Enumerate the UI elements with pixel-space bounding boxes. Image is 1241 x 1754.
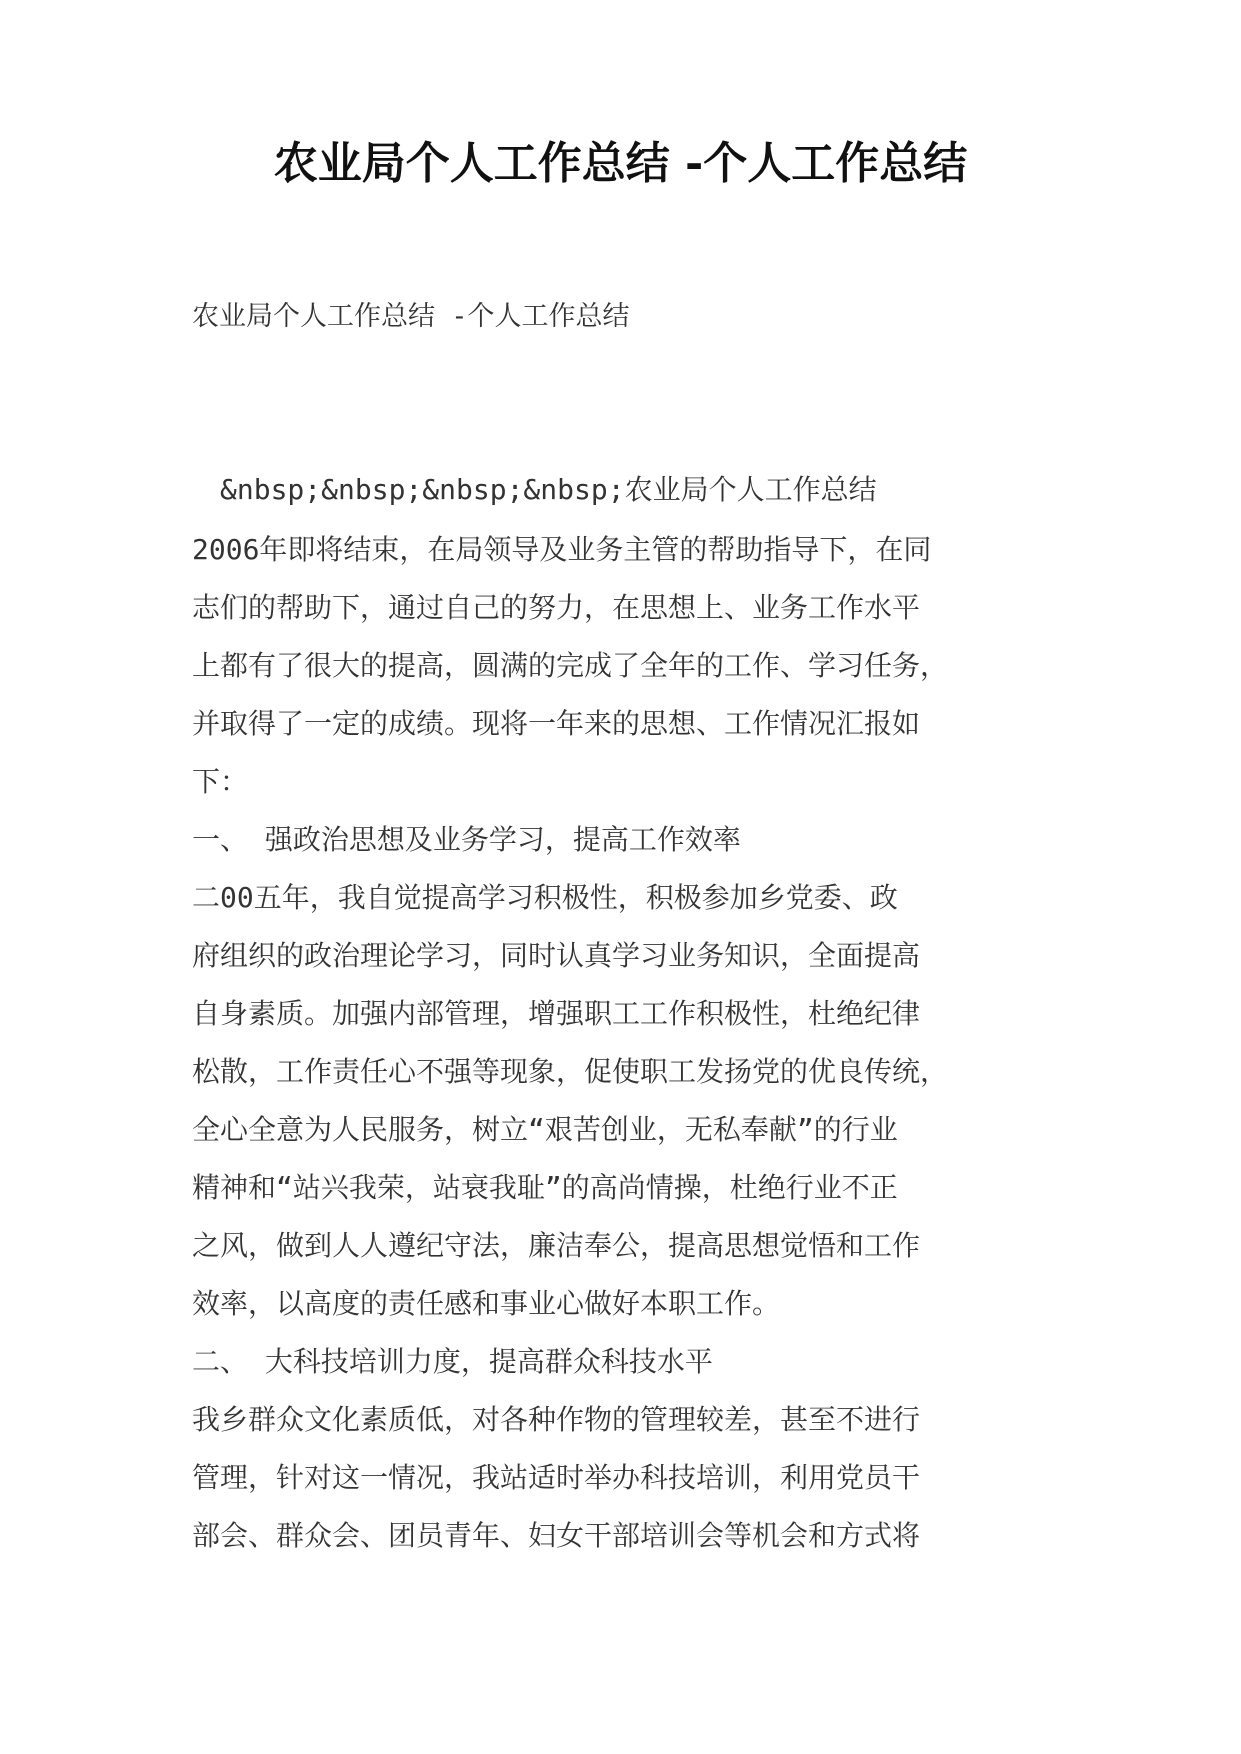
paragraph-line: 下： <box>192 765 249 798</box>
paragraph-line: 二00五年，我自觉提高学习积极性，积极参加乡党委、政 <box>192 881 898 914</box>
document-title: 农业局个人工作总结 -个人工作总结 <box>273 138 968 189</box>
document-subtitle: 农业局个人工作总结 -个人工作总结 <box>192 301 630 332</box>
paragraph-line: 效率，以高度的责任感和事业心做好本职工作。 <box>192 1287 781 1320</box>
paragraph-line: 精神和“站兴我荣，站衰我耻”的高尚情操，杜绝行业不正 <box>192 1171 898 1204</box>
paragraph-line: 全心全意为人民服务，树立“艰苦创业，无私奉献”的行业 <box>192 1113 898 1146</box>
section-heading: 一、 强政治思想及业务学习，提高工作效率 <box>192 823 741 856</box>
paragraph-line: 志们的帮助下，通过自己的努力，在思想上、业务工作水平 <box>192 591 921 624</box>
paragraph-line: 部会、群众会、团员青年、妇女干部培训会等机会和方式将 <box>192 1519 921 1552</box>
paragraph-line: 2006年即将结束，在局领导及业务主管的帮助指导下，在同 <box>192 533 932 566</box>
paragraph-line: 上都有了很大的提高，圆满的完成了全年的工作、学习任务， <box>192 649 949 682</box>
section-heading: 二、 大科技培训力度，提高群众科技水平 <box>192 1345 713 1378</box>
paragraph-line: 之风，做到人人遵纪守法，廉洁奉公，提高思想觉悟和工作 <box>192 1229 921 1262</box>
paragraph-line: 我乡群众文化素质低，对各种作物的管理较差，甚至不进行 <box>192 1403 921 1436</box>
paragraph-line: 自身素质。加强内部管理，增强职工工作积极性，杜绝纪律 <box>192 997 921 1030</box>
paragraph-line: 松散，工作责任心不强等现象，促使职工发扬党的优良传统， <box>192 1055 949 1088</box>
paragraph-line: 管理，针对这一情况，我站适时举办科技培训，利用党员干 <box>192 1461 921 1494</box>
paragraph-line: 并取得了一定的成绩。现将一年来的思想、工作情况汇报如 <box>192 707 921 740</box>
paragraph-line: &nbsp;&nbsp;&nbsp;&nbsp;农业局个人工作总结 <box>220 473 877 506</box>
paragraph-line: 府组织的政治理论学习，同时认真学习业务知识，全面提高 <box>192 939 921 972</box>
